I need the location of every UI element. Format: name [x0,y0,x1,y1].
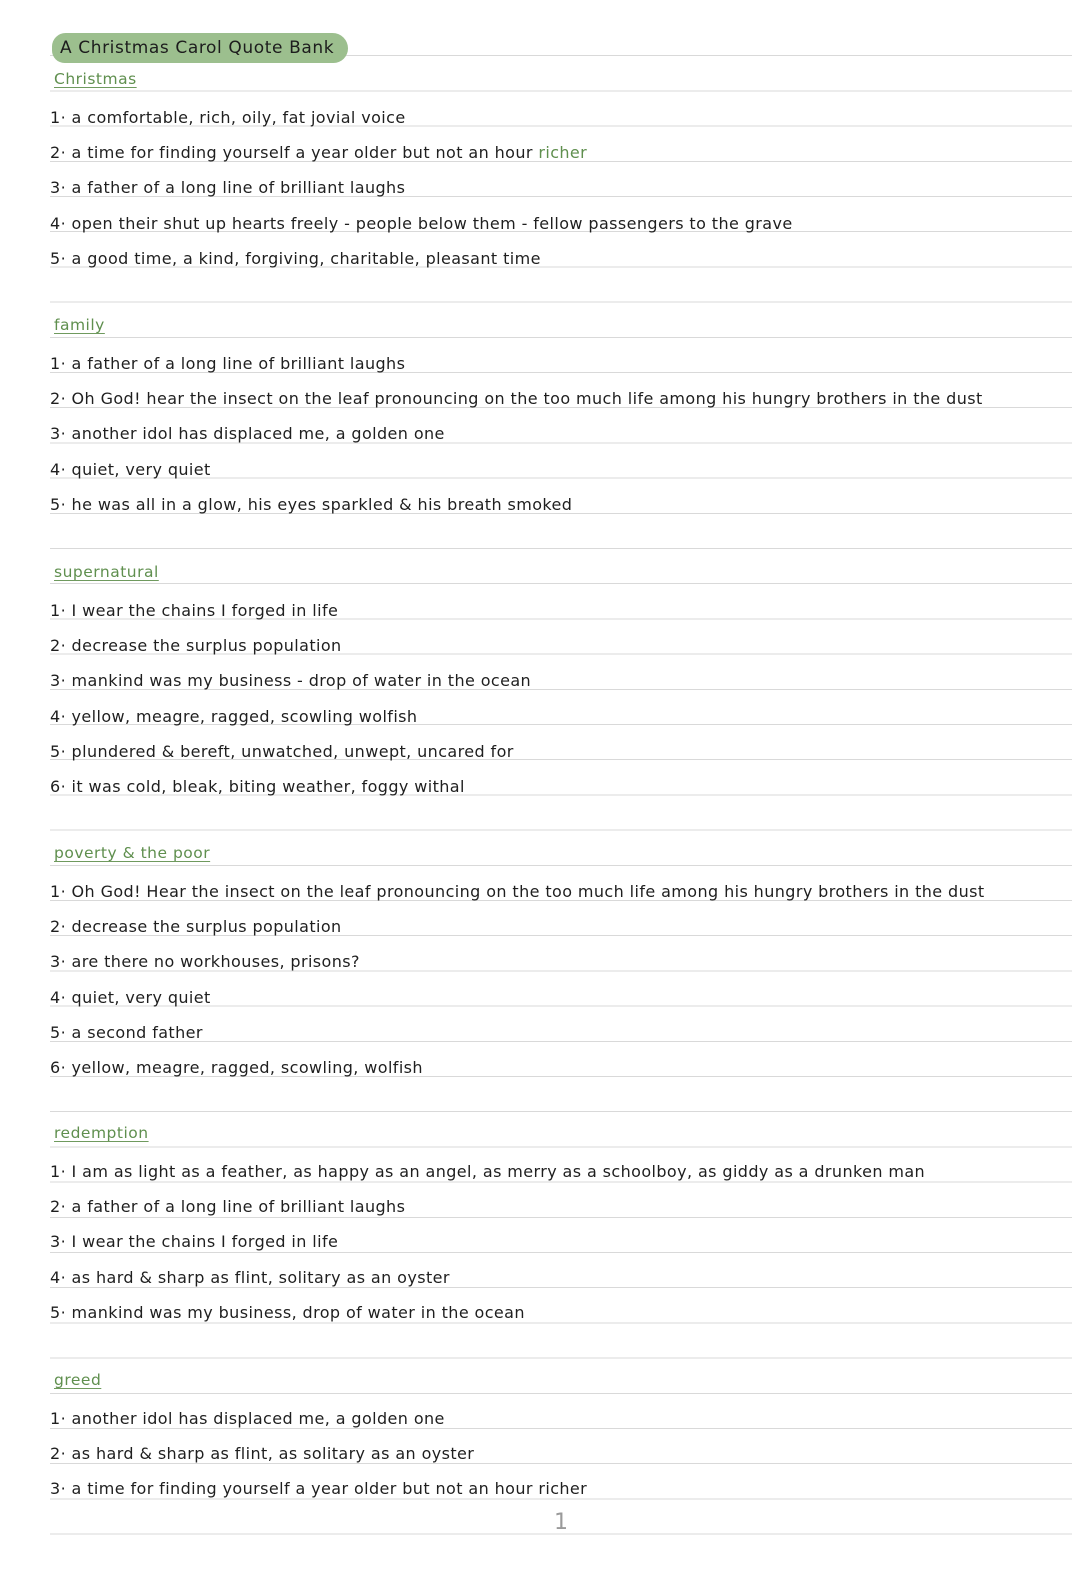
quote-item [50,346,983,381]
quote-text: 1· a comfortable, rich, oily, fat jovial voice [50,108,406,127]
quote-text: 3· another idol has displaced me, a golden one [50,424,445,444]
title-highlight [52,33,348,63]
quote-text: 1· another idol has displaced me, a golden one [50,1409,445,1428]
quote-list [50,100,793,276]
quote-text: 4· quiet, very quiet [50,459,211,479]
quote-text: 5· plundered & bereft, unwatched, unwept, uncared for [50,741,514,761]
quote-item [50,874,985,909]
quote-text: 3· a time for finding yourself a year older but not an hour richer [50,1479,588,1499]
quote-text: 2· a time for finding yourself a year older but not an hour [50,143,539,163]
quote-accent-word: richer [538,143,588,163]
quote-item [50,241,793,276]
quote-text: 3· mankind was my business - drop of water in the ocean [50,671,532,691]
quote-item [50,663,531,698]
quote-item [50,1471,587,1506]
quote-item [50,734,531,769]
quote-text: 1· I am as light as a feather, as happy as an angel, as merry as a schoolboy, as giddy as a drunken man [50,1162,926,1181]
quote-text: 3· are there no workhouses, prisons? [50,952,360,972]
section-heading: Christmas [54,70,137,88]
quote-text: 2· Oh God! hear the insect on the leaf pronouncing on the too much life among his hungry brothers in the dust [50,389,983,409]
quote-item [50,980,985,1015]
quote-item [50,135,793,170]
quote-item [50,1436,587,1471]
quote-item [50,100,793,135]
quote-item [50,1050,985,1085]
quote-text: 3· a father of a long line of brilliant laughs [50,178,406,198]
quote-item [50,1401,587,1436]
quote-text: 3· I wear the chains I forged in life [50,1232,339,1252]
quote-item [50,381,983,416]
quote-text: 4· open their shut up hearts freely - people below them - fellow passengers to the grave [50,213,793,233]
page-number: 1 [554,1510,568,1535]
section-heading: supernatural [54,563,159,581]
quote-item [50,170,793,205]
quote-list [50,1154,925,1330]
quote-item [50,909,985,944]
quote-text: 5· he was all in a glow, his eyes sparkled & his breath smoked [50,494,573,514]
quote-item [50,416,983,451]
quote-item [50,1154,925,1189]
quote-item [50,628,531,663]
quote-list [50,593,531,804]
quote-item [50,593,531,628]
quote-list [50,874,985,1085]
quote-item [50,206,793,241]
section-heading: redemption [54,1124,149,1142]
quote-item [50,699,531,734]
quote-text: 6· yellow, meagre, ragged, scowling, wolfish [50,1057,423,1077]
quote-text: 2· as hard & sharp as flint, as solitary as an oyster [50,1444,475,1464]
page-title: A Christmas Carol Quote Bank [60,38,335,58]
quote-item [50,1189,925,1224]
quote-text: 4· yellow, meagre, ragged, scowling wolfish [50,706,418,726]
quote-text: 2· a father of a long line of brilliant laughs [50,1197,406,1217]
quote-item [50,944,985,979]
quote-item [50,1295,925,1330]
quote-list [50,1401,587,1507]
quote-text: 5· a second father [50,1022,203,1042]
section-heading: family [54,316,105,334]
section-heading: poverty & the poor [54,844,211,862]
quote-text: 1· Oh God! Hear the insect on the leaf pronouncing on the too much life among his hungry brothers in the dust [50,882,985,901]
quote-item [50,769,531,804]
quote-text: 5· mankind was my business, drop of water in the ocean [50,1302,525,1322]
section-heading: greed [54,1371,102,1389]
quote-text: 1· a father of a long line of brilliant laughs [50,354,406,373]
quote-text: 2· decrease the surplus population [50,917,342,937]
quote-text: 4· as hard & sharp as flint, solitary as an oyster [50,1267,450,1287]
quote-text: 4· quiet, very quiet [50,987,211,1007]
quote-text: 1· I wear the chains I forged in life [50,601,339,620]
quote-list [50,346,983,522]
quote-item [50,487,983,522]
quote-item [50,1260,925,1295]
quote-text: 2· decrease the surplus population [50,636,342,656]
quote-item [50,1224,925,1259]
quote-text: 5· a good time, a kind, forgiving, charitable, pleasant time [50,248,541,268]
quote-text: 6· it was cold, bleak, biting weather, foggy withal [50,776,465,796]
quote-item [50,452,983,487]
quote-item [50,1015,985,1050]
